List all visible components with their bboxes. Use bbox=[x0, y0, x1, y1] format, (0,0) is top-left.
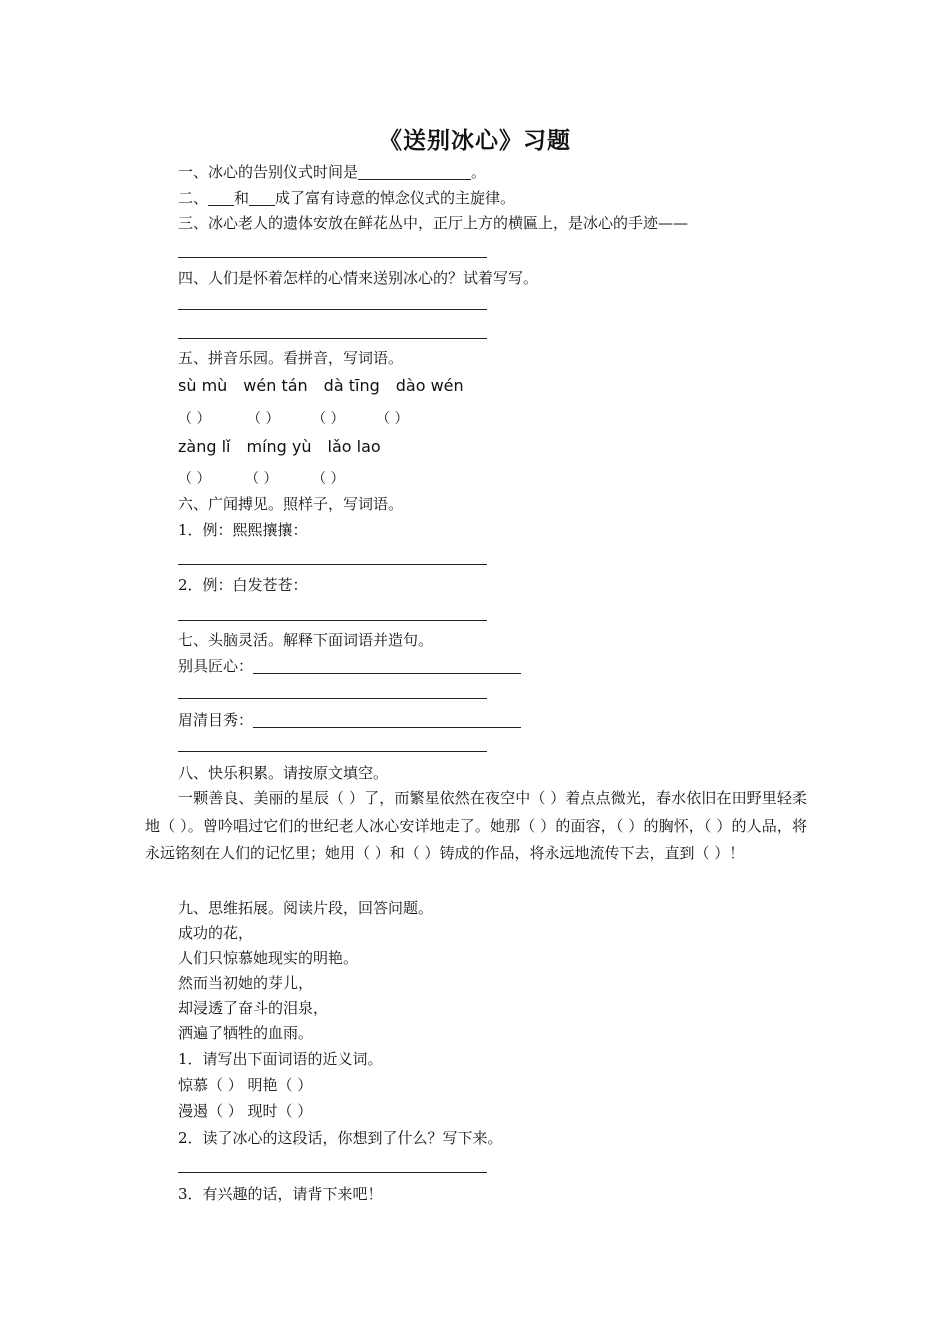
answer-line[interactable] bbox=[178, 620, 487, 621]
poem-line: 却浸透了奋斗的泪泉， bbox=[178, 999, 329, 1017]
answer-line[interactable] bbox=[178, 698, 487, 699]
answer-blank[interactable] bbox=[253, 712, 521, 728]
question-9-sub-3: 3．有兴趣的话，请背下来吧！ bbox=[178, 1185, 383, 1203]
word-label: 别具匠心： bbox=[178, 657, 254, 675]
question-8-paragraph: 一颗善良、美丽的星辰（ ）了，而繁星依然在夜空中（ ）着点点微光，春水依旧在田野里轻柔地（ ）。曾吟唱过它们的世纪老人冰心安详地走了。她那（ ）的面容，（ ）的胸怀，（ ）的人品，将永远铭刻在人们的记忆里；她用（ ）和（ ）铸成的作品，将永远地流传下去，直到（ ）！ bbox=[145, 789, 807, 862]
synonym-pair-1: 惊慕（ ） 明艳（ ） bbox=[178, 1076, 313, 1094]
answer-line[interactable] bbox=[178, 751, 487, 752]
question-1 bbox=[178, 162, 486, 182]
question-7-word-2 bbox=[178, 710, 521, 730]
poem-line: 成功的花， bbox=[178, 924, 254, 942]
answer-line[interactable] bbox=[178, 257, 487, 258]
pinyin: dà tīng bbox=[323, 376, 380, 395]
question-6-item-2: 2．例：白发苍苍： bbox=[178, 576, 308, 594]
question-9-heading: 九、思维拓展。阅读片段，回答问题。 bbox=[178, 899, 434, 917]
answer-bracket[interactable]: （ ） bbox=[376, 411, 409, 427]
answer-blank[interactable] bbox=[358, 164, 471, 180]
pinyin: dào wén bbox=[395, 376, 464, 395]
page-title: 《送别冰心》习题 bbox=[379, 128, 571, 154]
answer-bracket[interactable]: （ ） bbox=[312, 471, 345, 487]
question-5-heading: 五、拼音乐园。看拼音，写词语。 bbox=[178, 349, 404, 367]
question-9-sub-1: 1．请写出下面词语的近义词。 bbox=[178, 1050, 383, 1068]
question-2-mid: 和 bbox=[234, 189, 250, 207]
pinyin: míng yù bbox=[246, 437, 312, 456]
poem-line: 人们只惊慕她现实的明艳。 bbox=[178, 949, 359, 967]
answer-line[interactable] bbox=[178, 309, 487, 310]
word-label: 眉清目秀： bbox=[178, 711, 254, 729]
answer-bracket[interactable]: （ ） bbox=[245, 471, 278, 487]
question-8-heading: 八、快乐积累。请按原文填空。 bbox=[178, 764, 389, 782]
answer-bracket[interactable]: （ ） bbox=[312, 411, 345, 427]
pinyin-row-1 bbox=[178, 376, 480, 395]
answer-bracket[interactable]: （ ） bbox=[247, 411, 280, 427]
question-2 bbox=[178, 188, 515, 208]
answer-bracket[interactable]: （ ） bbox=[178, 471, 211, 487]
question-4: 四、人们是怀着怎样的心情来送别冰心的？试着写写。 bbox=[178, 269, 539, 287]
synonym-pair-2: 漫遏（ ） 现时（ ） bbox=[178, 1102, 313, 1120]
pinyin-row-2 bbox=[178, 437, 397, 456]
answer-blank[interactable] bbox=[249, 190, 275, 206]
answer-line[interactable] bbox=[178, 1172, 487, 1173]
question-9-sub-2: 2．读了冰心的这段话，你想到了什么？写下来。 bbox=[178, 1129, 503, 1147]
poem-line: 然而当初她的芽儿， bbox=[178, 974, 314, 992]
pinyin: lǎo lao bbox=[327, 437, 381, 456]
pinyin: zàng lǐ bbox=[178, 437, 231, 456]
question-7-word-1 bbox=[178, 656, 521, 676]
question-7-heading: 七、头脑灵活。解释下面词语并造句。 bbox=[178, 631, 434, 649]
answer-line[interactable] bbox=[178, 564, 487, 565]
question-3: 三、冰心老人的遗体安放在鲜花丛中，正厅上方的横匾上，是冰心的手迹—— bbox=[178, 214, 689, 232]
question-2-prefix: 二、 bbox=[178, 189, 209, 207]
question-1-end: 。 bbox=[471, 163, 487, 181]
answer-blank[interactable] bbox=[208, 190, 234, 206]
answer-bracket[interactable]: （ ） bbox=[178, 411, 211, 427]
pinyin: sù mù bbox=[178, 376, 228, 395]
question-6-item-1: 1．例：熙熙攘攘： bbox=[178, 521, 308, 539]
pinyin: wén tán bbox=[243, 376, 308, 395]
question-6-heading: 六、广闻搏见。照样子，写词语。 bbox=[178, 495, 404, 513]
poem-line: 洒遍了牺牲的血雨。 bbox=[178, 1024, 314, 1042]
answer-blank[interactable] bbox=[253, 658, 521, 674]
question-1-text: 一、冰心的告别仪式时间是 bbox=[178, 163, 359, 181]
question-2-suffix: 成了富有诗意的悼念仪式的主旋律。 bbox=[275, 189, 516, 207]
answer-line[interactable] bbox=[178, 338, 487, 339]
